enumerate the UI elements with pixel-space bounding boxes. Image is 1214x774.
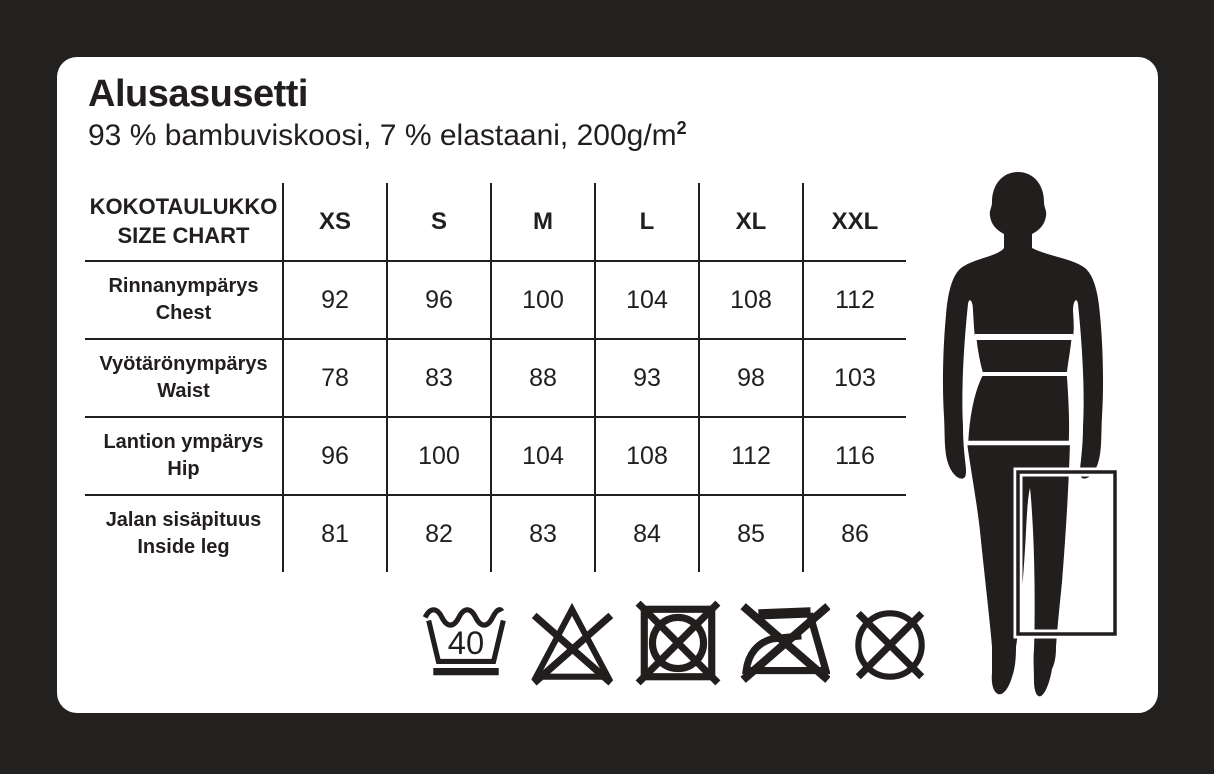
value-cell: 83: [386, 338, 490, 416]
value-cell: 103: [802, 338, 906, 416]
size-header-l: L: [594, 183, 698, 260]
value-cell: 83: [490, 494, 594, 572]
value-cell: 82: [386, 494, 490, 572]
table-header-label-cell: [85, 183, 282, 260]
value-cell: 116: [802, 416, 906, 494]
do-not-iron-icon: [738, 598, 830, 688]
row-label-hip: [85, 416, 282, 494]
value-cell: 112: [802, 260, 906, 338]
row-label-en: Inside leg: [137, 536, 230, 558]
row-label-fi: Vyötärönympärys: [99, 353, 268, 375]
row-label-fi: Lantion ympärys: [103, 431, 264, 453]
row-label-fi: Rinnanympärys: [108, 275, 259, 297]
size-header-xl: XL: [698, 183, 802, 260]
table-header-line2: SIZE CHART: [117, 222, 250, 248]
human-silhouette: [930, 150, 1160, 710]
value-cell: 88: [490, 338, 594, 416]
composition-superscript: 2: [676, 117, 687, 138]
row-label-waist: [85, 338, 282, 416]
row-label-en: Hip: [167, 458, 200, 480]
value-cell: 108: [698, 260, 802, 338]
row-label-en: Waist: [157, 380, 210, 402]
row-label-chest: [85, 260, 282, 338]
value-cell: 98: [698, 338, 802, 416]
value-cell: 100: [490, 260, 594, 338]
value-cell: 96: [386, 260, 490, 338]
product-card: [57, 57, 1158, 713]
value-cell: 100: [386, 416, 490, 494]
value-cell: 104: [594, 260, 698, 338]
value-cell: 104: [490, 416, 594, 494]
size-header-s: S: [386, 183, 490, 260]
size-header-xs: XS: [282, 183, 386, 260]
value-cell: 96: [282, 416, 386, 494]
size-guide-figure: [930, 150, 1160, 710]
size-header-xxl: XXL: [802, 183, 906, 260]
value-cell: 85: [698, 494, 802, 572]
product-subtitle: [88, 118, 687, 154]
value-cell: 112: [698, 416, 802, 494]
wash-40-icon: [420, 598, 512, 688]
size-header-m: M: [490, 183, 594, 260]
care-instructions: [420, 598, 936, 688]
value-cell: 84: [594, 494, 698, 572]
row-label-fi: Jalan sisäpituus: [105, 509, 262, 531]
value-cell: 86: [802, 494, 906, 572]
do-not-dry-clean-icon: [844, 598, 936, 688]
do-not-bleach-icon: [526, 598, 618, 688]
value-cell: 108: [594, 416, 698, 494]
product-title: Alusasusetti: [88, 73, 308, 115]
row-label-en: Chest: [155, 302, 212, 324]
do-not-tumble-dry-icon: [632, 598, 724, 688]
value-cell: 78: [282, 338, 386, 416]
size-chart-table: [85, 183, 906, 572]
value-cell: 81: [282, 494, 386, 572]
value-cell: 93: [594, 338, 698, 416]
wash-temperature-label: 40: [447, 624, 485, 662]
header: [88, 73, 687, 153]
value-cell: 92: [282, 260, 386, 338]
table-header-line1: KOKOTAULUKKO: [89, 193, 278, 219]
row-label-inside-leg: [85, 494, 282, 572]
composition-text: 93 % bambuviskoosi, 7 % elastaani, 200g/m: [88, 118, 677, 152]
